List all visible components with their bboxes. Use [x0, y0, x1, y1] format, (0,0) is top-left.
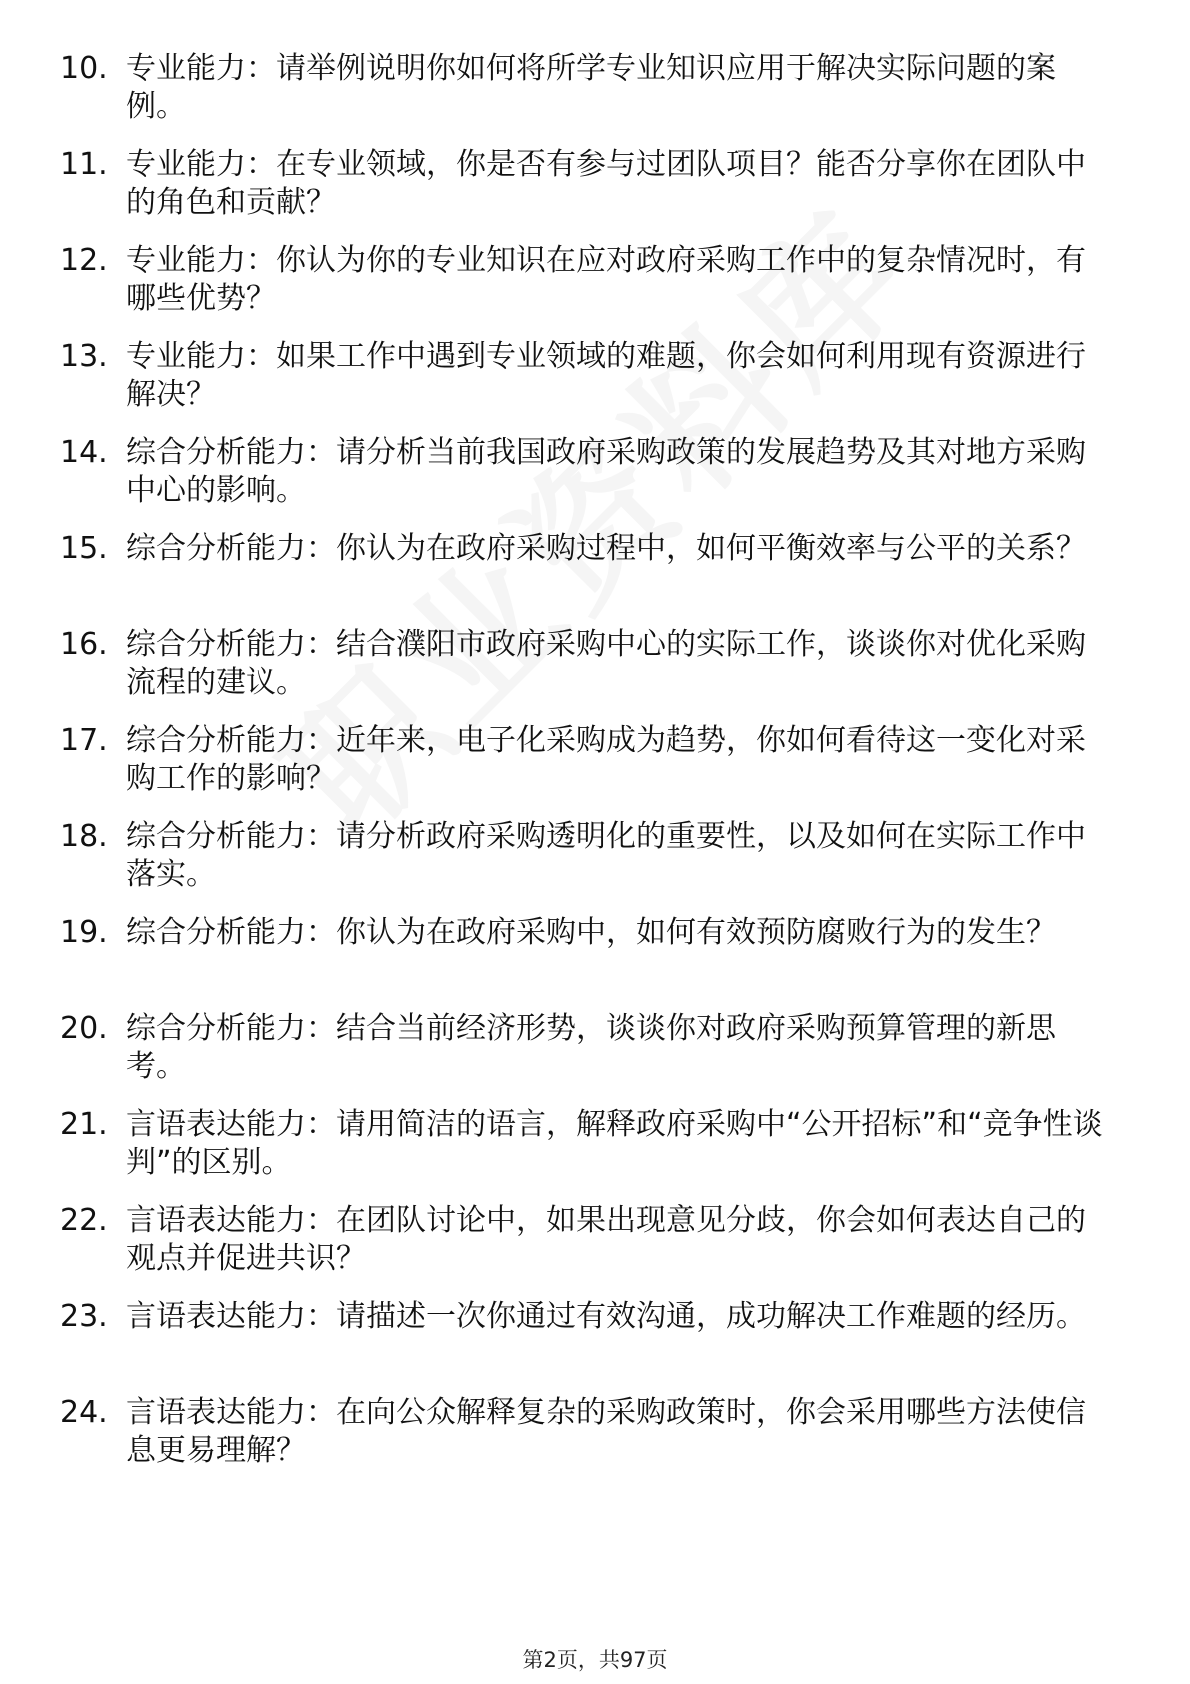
question-number: 11.: [60, 147, 108, 182]
question-text: 言语表达能力：在向公众解释复杂的采购政策时，你会采用哪些方法使信息更易理解？: [126, 1395, 1086, 1468]
question-number: 10.: [60, 51, 108, 86]
question-number: 20.: [60, 1011, 108, 1046]
question-item: [0, 242, 1190, 338]
question-text: 综合分析能力：结合当前经济形势，谈谈你对政府采购预算管理的新思考。: [126, 1011, 1056, 1084]
question-item: [0, 434, 1190, 530]
question-number: 14.: [60, 435, 108, 470]
question-text: 综合分析能力：请分析政府采购透明化的重要性，以及如何在实际工作中落实。: [126, 819, 1086, 892]
question-list: [0, 50, 1190, 1490]
question-number: 16.: [60, 627, 108, 662]
question-number: 12.: [60, 243, 108, 278]
question-item: [0, 1010, 1190, 1106]
question-number: 17.: [60, 723, 108, 758]
page-number-label: 第2页，共97页: [522, 1648, 668, 1672]
question-item: [0, 1298, 1190, 1394]
question-text: 专业能力：你认为你的专业知识在应对政府采购工作中的复杂情况时，有哪些优势？: [126, 243, 1086, 316]
question-number: 19.: [60, 915, 108, 950]
question-text: 言语表达能力：请描述一次你通过有效沟通，成功解决工作难题的经历。: [126, 1299, 1086, 1334]
question-item: [0, 626, 1190, 722]
question-item: [0, 818, 1190, 914]
page-footer: [0, 1644, 1190, 1674]
question-item: [0, 530, 1190, 626]
question-text: 综合分析能力：你认为在政府采购过程中，如何平衡效率与公平的关系？: [126, 531, 1086, 566]
question-number: 13.: [60, 339, 108, 374]
question-number: 22.: [60, 1203, 108, 1238]
question-item: [0, 338, 1190, 434]
question-number: 24.: [60, 1395, 108, 1430]
question-number: 18.: [60, 819, 108, 854]
question-text: 专业能力：在专业领域，你是否有参与过团队项目？能否分享你在团队中的角色和贡献？: [126, 147, 1086, 220]
question-item: [0, 722, 1190, 818]
question-item: [0, 50, 1190, 146]
question-item: [0, 1106, 1190, 1202]
question-text: 综合分析能力：结合濮阳市政府采购中心的实际工作，谈谈你对优化采购流程的建议。: [126, 627, 1086, 700]
question-number: 15.: [60, 531, 108, 566]
question-text: 专业能力：请举例说明你如何将所学专业知识应用于解决实际问题的案例。: [126, 51, 1056, 124]
question-number: 21.: [60, 1107, 108, 1142]
question-text: 综合分析能力：近年来，电子化采购成为趋势，你如何看待这一变化对采购工作的影响？: [126, 723, 1086, 796]
question-text: 言语表达能力：在团队讨论中，如果出现意见分歧，你会如何表达自己的观点并促进共识？: [126, 1203, 1086, 1276]
question-item: [0, 1394, 1190, 1490]
question-item: [0, 146, 1190, 242]
question-item: [0, 1202, 1190, 1298]
question-text: 综合分析能力：请分析当前我国政府采购政策的发展趋势及其对地方采购中心的影响。: [126, 435, 1086, 508]
question-number: 23.: [60, 1299, 108, 1334]
question-text: 专业能力：如果工作中遇到专业领域的难题，你会如何利用现有资源进行解决？: [126, 339, 1086, 412]
question-text: 综合分析能力：你认为在政府采购中，如何有效预防腐败行为的发生？: [126, 915, 1056, 950]
question-text: 言语表达能力：请用简洁的语言，解释政府采购中“公开招标”和“竞争性谈判”的区别。: [126, 1107, 1103, 1180]
question-item: [0, 914, 1190, 1010]
